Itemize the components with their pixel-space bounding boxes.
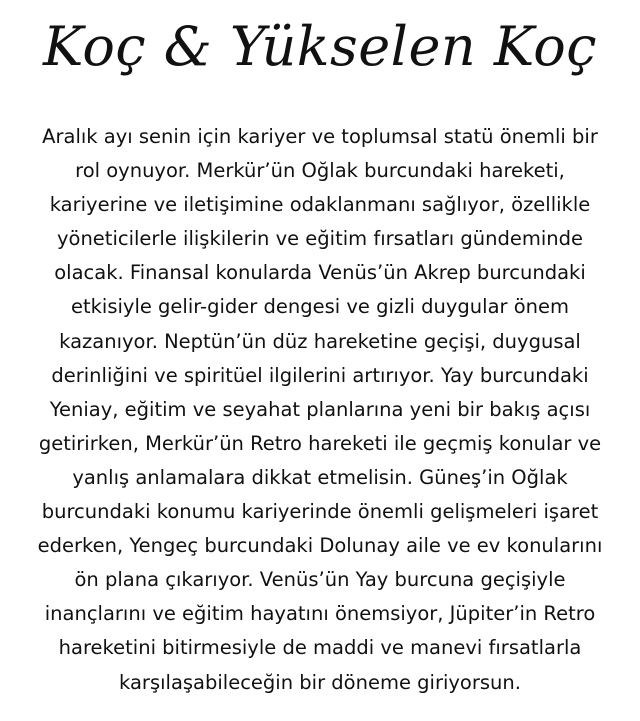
paragraph-line: Yeniay, eğitim ve seyahat planlarına yeni bir bakış açısı	[49, 397, 591, 421]
paragraph-line: kazanıyor. Neptün’ün düz hareketine geçişi, duygusal	[59, 329, 581, 353]
paragraph-line: ön plana çıkarıyor. Venüs’ün Yay burcuna geçişiyle	[74, 568, 566, 592]
paragraph-line: burcundaki konumu kariyerinde önemli gelişmeleri işaret	[41, 500, 599, 524]
paragraph-line: karşılaşabileceğin bir döneme giriyorsun.	[119, 670, 521, 694]
paragraph-line: Aralık ayı senin için kariyer ve toplumsal statü önemli bir	[42, 125, 598, 148]
paragraph-line: etkisiyle gelir-gider dengesi ve gizli duygular önem	[70, 295, 570, 319]
paragraph-line: rol oynuyor. Merkür’ün Oğlak burcundaki hareketi,	[75, 159, 565, 183]
paragraph-line: yanlış anlamalara dikkat etmelisin. Güneş’in Oğlak	[72, 465, 568, 489]
paragraph-line: hareketini bitirmesiyle de maddi ve manevi fırsatlarla	[58, 636, 582, 660]
paragraph-line: olacak. Finansal konularda Venüs’ün Akrep burcundaki	[54, 261, 586, 285]
paragraph-line: getirirken, Merkür’ün Retro hareketi ile geçmiş konular ve	[38, 431, 602, 455]
paragraph-line: inançlarını ve eğitim hayatını önemsiyor, Jüpiter’in Retro	[44, 602, 596, 626]
paragraph-line: ederken, Yengeç burcundaki Dolunay aile ve ev konularını	[37, 534, 603, 558]
page-title: Koç & Yükselen Koç	[43, 15, 597, 78]
horoscope-paragraph	[8, 120, 632, 700]
paragraph-line: kariyerine ve iletişimine odaklanmanı sağlıyor, özellikle	[49, 193, 591, 217]
paragraph-line: yöneticilerle ilişkilerin ve eğitim fırsatları gündeminde	[56, 227, 584, 251]
paragraph-line: derinliğini ve spiritüel ilgilerini artırıyor. Yay burcundaki	[51, 363, 589, 387]
